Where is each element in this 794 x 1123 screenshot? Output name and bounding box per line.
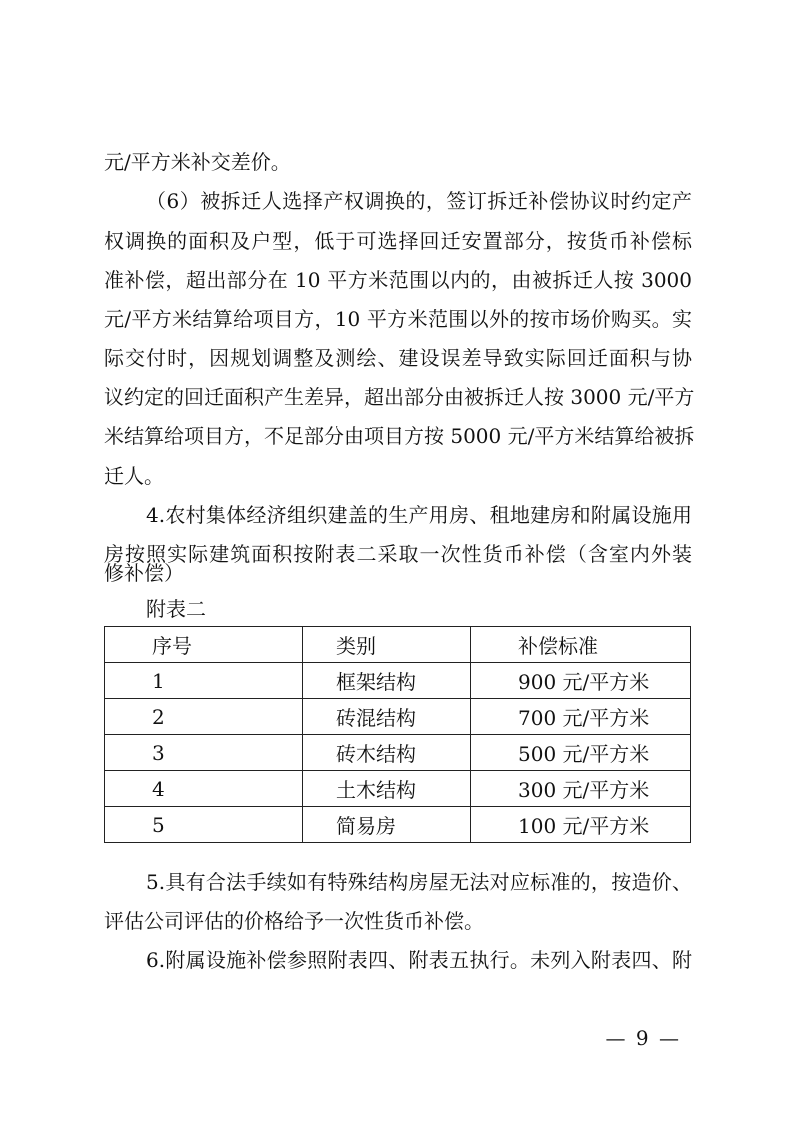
text-line: 议约定的回迁面积产生差异，超出部分由被拆迁人按 3000 元/平方 — [104, 385, 695, 409]
table-row — [105, 807, 691, 843]
text-line: 修补偿） — [104, 561, 184, 585]
header-cell: 序号 — [105, 627, 303, 663]
text-line: 元/平方米补交差价。 — [104, 150, 291, 174]
table-cell: 700 元/平方米 — [471, 699, 691, 735]
compensation-table — [104, 626, 691, 843]
text-line: （6）被拆迁人选择产权调换的，签订拆迁补偿协议时约定产 — [146, 189, 692, 213]
text-line: 际交付时，因规划调整及测绘、建设误差导致实际回迁面积与协 — [104, 346, 692, 370]
table-cell: 4 — [105, 771, 303, 807]
table-cell: 900 元/平方米 — [471, 663, 691, 699]
text-line: 5.具有合法手续如有特殊结构房屋无法对应标准的，按造价、 — [146, 870, 692, 894]
table-caption: 附表二 — [146, 597, 206, 621]
table-cell: 5 — [105, 807, 303, 843]
table-cell: 100 元/平方米 — [471, 807, 691, 843]
table-cell: 简易房 — [303, 807, 471, 843]
table-row — [105, 771, 691, 807]
table-cell: 砖木结构 — [303, 735, 471, 771]
header-cell: 类别 — [303, 627, 471, 663]
page-number: — 9 — — [605, 1026, 681, 1050]
text-line: 迁人。 — [104, 464, 164, 488]
text-line: 元/平方米结算给项目方，10 平方米范围以外的按市场价购买。实 — [104, 307, 692, 331]
table-cell: 300 元/平方米 — [471, 771, 691, 807]
header-cell: 补偿标准 — [471, 627, 691, 663]
table-cell: 3 — [105, 735, 303, 771]
table-row — [105, 735, 691, 771]
table-row — [105, 663, 691, 699]
table-cell: 1 — [105, 663, 303, 699]
table-cell: 500 元/平方米 — [471, 735, 691, 771]
text-line: 米结算给项目方，不足部分由项目方按 5000 元/平方米结算给被拆 — [104, 424, 695, 448]
table-cell: 2 — [105, 699, 303, 735]
text-line: 房按照实际建筑面积按附表二采取一次性货币补偿（含室内外装 — [104, 542, 692, 566]
text-line: 评估公司评估的价格给予一次性货币补偿。 — [104, 909, 484, 933]
text-line: 准补偿，超出部分在 10 平方米范围以内的，由被拆迁人按 3000 — [104, 268, 692, 292]
text-line: 4.农村集体经济组织建盖的生产用房、租地建房和附属设施用 — [146, 503, 692, 527]
table-cell: 框架结构 — [303, 663, 471, 699]
table-cell: 砖混结构 — [303, 699, 471, 735]
text-line: 权调换的面积及户型，低于可选择回迁安置部分，按货币补偿标 — [104, 229, 692, 253]
table-header-row — [105, 627, 691, 663]
text-line: 6.附属设施补偿参照附表四、附表五执行。未列入附表四、附 — [146, 948, 692, 972]
table-row — [105, 699, 691, 735]
table-cell: 土木结构 — [303, 771, 471, 807]
